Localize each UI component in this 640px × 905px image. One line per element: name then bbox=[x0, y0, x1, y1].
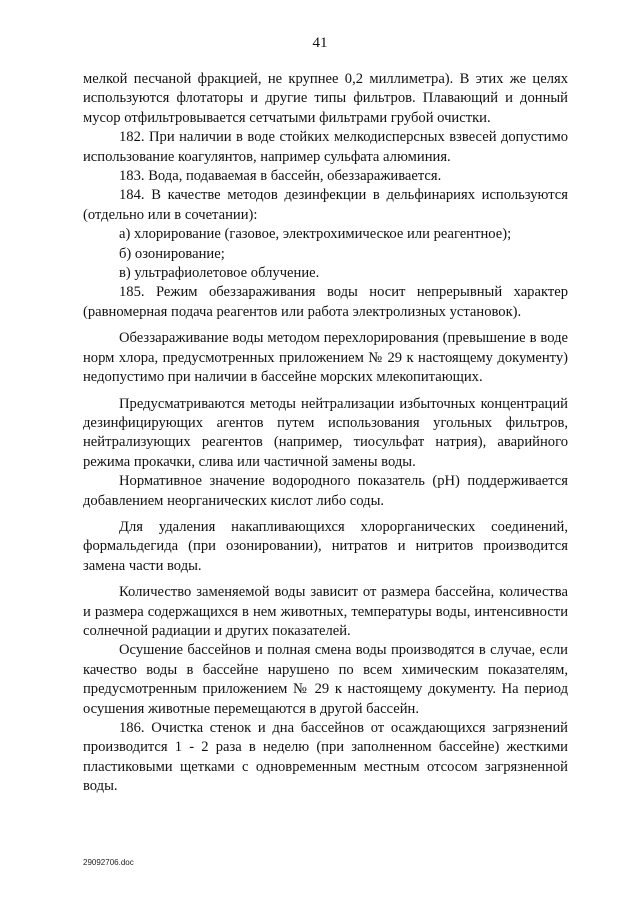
paragraph-neutralization: Предусматриваются методы нейтрализации избыточных концентраций дезинфицирующих агентов путем использования угольных фильтров, нейтрализующих реагентов (например, тиосульфат натрия), аварийного режима прокачки, слива или частичной замены воды. bbox=[83, 395, 568, 470]
paragraph-183: 183. Вода, подаваемая в бассейн, обеззараживается. bbox=[119, 168, 442, 185]
paragraph-182: 182. При наличии в воде стойких мелкодисперсных взвесей допустимо использование коагулянтов, например сульфата алюминия. bbox=[83, 129, 568, 165]
paragraph-draining: Осушение бассейнов и полная смена воды производятся в случае, если качество воды в бассейне нарушено по всем химическим показателям, предусмотренным приложением № 29 к настоящему документу. На период осушения животные перемещаются в другой бассейн. bbox=[83, 642, 568, 717]
list-item-b: б) озонирование; bbox=[119, 245, 225, 262]
paragraph-184: 184. В качестве методов дезинфекции в дельфинариях используются (отдельно или в сочетании): bbox=[83, 187, 568, 223]
list-item-a: а) хлорирование (газовое, электрохимическое или реагентное); bbox=[119, 226, 512, 243]
paragraph-continuation: мелкой песчаной фракцией, не крупнее 0,2 миллиметра). В этих же целях используются флотаторы и другие типы фильтров. Плавающий и донный мусор отфильтровывается сетчатыми фильтрами грубой очистки. bbox=[83, 71, 568, 126]
paragraph-overchlorination: Обеззараживание воды методом перехлорирования (превышение в воде норм хлора, предусмотренных приложением № 29 к настоящему документу) недопустимо при наличии в бассейне морских млекопитающих. bbox=[83, 330, 568, 386]
footer-file-name: 29092706.doc bbox=[83, 858, 134, 867]
page-number: 41 bbox=[312, 35, 328, 51]
paragraph-186: 186. Очистка стенок и дна бассейнов от осаждающихся загрязнений производится 1 - 2 раза в неделю (при заполненном бассейне) жесткими пластиковыми щетками с одновременным местным отсосом загрязненной воды. bbox=[83, 720, 568, 795]
list-item-c: в) ультрафиолетовое облучение. bbox=[119, 265, 320, 282]
document-body bbox=[83, 70, 568, 797]
paragraph-water-quantity: Количество заменяемой воды зависит от размера бассейна, количества и размера содержащихся в нем животных, температуры воды, интенсивности солнечной радиации и других показателей. bbox=[83, 584, 568, 639]
paragraph-water-replacement: Для удаления накапливающихся хлорорганических соединений, формальдегида (при озонировании), нитратов и нитритов производится замена части воды. bbox=[83, 518, 568, 574]
paragraph-185: 185. Режим обеззараживания воды носит непрерывный характер (равномерная подача реагентов или работа электролизных установок). bbox=[83, 284, 568, 320]
paragraph-ph: Нормативное значение водородного показатель (рН) поддерживается добавлением неорганических кислот либо соды. bbox=[83, 473, 568, 509]
